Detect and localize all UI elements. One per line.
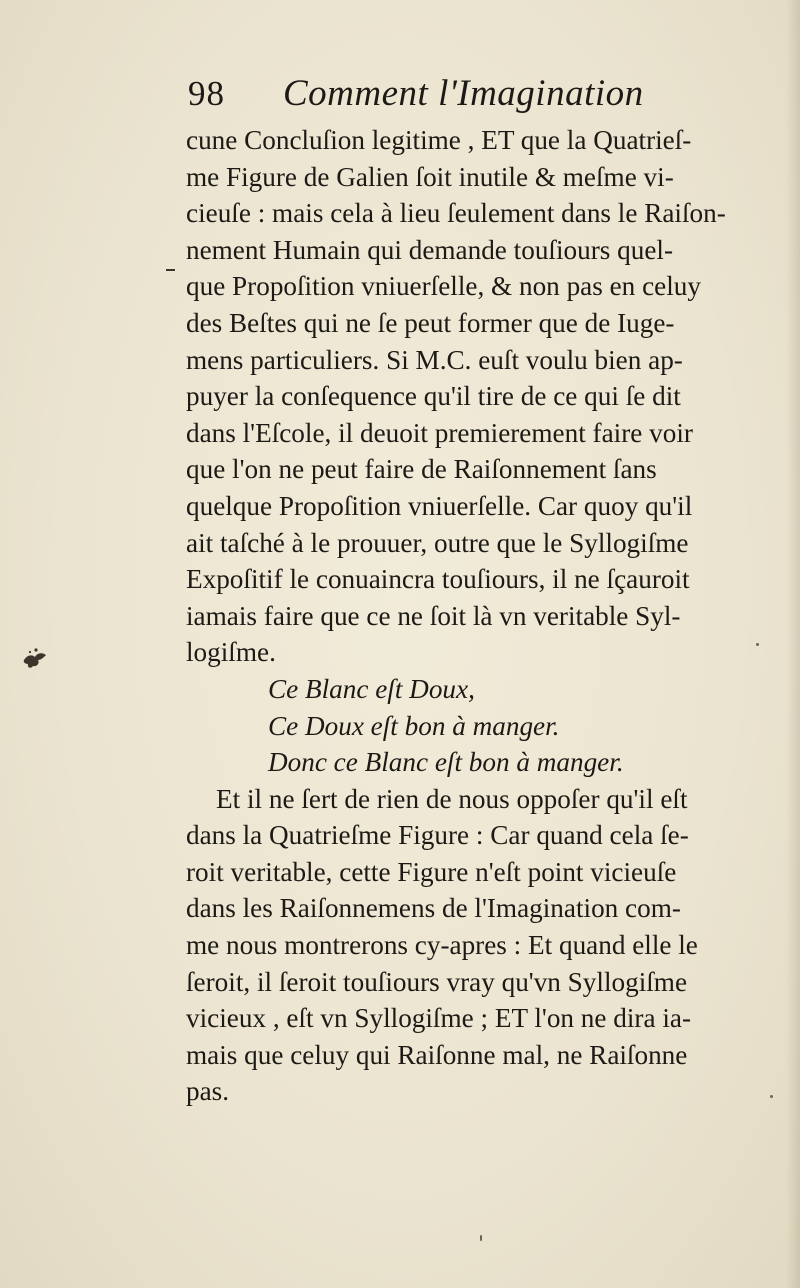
text-line: me nous montrerons cy-apres : Et quand elle le (186, 930, 698, 961)
text-line: ſeroit, il ſeroit touſiours vray qu'vn Syllogiſme (186, 966, 688, 997)
text-line: cieuſe : mais cela à lieu ſeulement dans le Raiſon- (186, 198, 726, 229)
running-title: Comment l'Imagination (283, 73, 644, 114)
page-edge-shadow (786, 0, 800, 1288)
syllogism-line: Donc ce Blanc eſt bon à manger. (268, 747, 624, 778)
body-text (186, 122, 766, 1110)
text-line: nement Humain qui demande touſiours quel- (186, 234, 673, 265)
text-line: que Propoſition vniuerſelle, & non pas en celuy (186, 271, 701, 302)
text-line: me Figure de Galien ſoit inutile & meſme vi- (186, 161, 674, 192)
text-line: dans l'Eſcole, il deuoit premierement faire voir (186, 417, 693, 448)
paper-speck (480, 1235, 482, 1241)
text-line: cune Concluſion legitime , ET que la Quatrieſ- (186, 125, 692, 155)
text-line: pas. (186, 1076, 230, 1107)
text-line: dans la Quatrieſme Figure : Car quand cela ſe- (186, 820, 689, 851)
text-line: Expoſitif le conuaincra touſiours, il ne ſçauroit (186, 564, 690, 595)
text-line: dans les Raiſonnemens de l'Imagination com- (186, 893, 681, 924)
margin-mark (166, 269, 175, 271)
text-line: vicieux , eſt vn Syllogiſme ; ET l'on ne dira ia- (186, 1003, 691, 1034)
syllogism-line: Ce Doux eſt bon à manger. (268, 710, 560, 741)
text-line: ait taſché à le prouuer, outre que le Syllogiſme (186, 527, 689, 558)
text-line: que l'on ne peut faire de Raiſonnement ſans (186, 454, 657, 485)
text-line: mais que celuy qui Raiſonne mal, ne Raiſonne (186, 1039, 688, 1070)
text-line: roit veritable, cette Figure n'eſt point vicieuſe (186, 856, 677, 887)
page-header (188, 70, 708, 122)
text-line: mens particuliers. Si M.C. euſt voulu bien ap- (186, 344, 683, 375)
text-line: iamais faire que ce ne ſoit là vn veritable Syl- (186, 600, 681, 631)
syllogism-line: Ce Blanc eſt Doux, (268, 673, 475, 704)
paragraph-first-line: Et il ne ſert de rien de nous oppoſer qu'il eſt (216, 783, 688, 814)
ink-blot-ornament (20, 645, 50, 671)
page-number: 98 (188, 74, 225, 113)
text-line: quelque Propoſition vniuerſelle. Car quoy qu'il (186, 490, 693, 521)
paper-speck (756, 643, 759, 646)
text-line: des Beſtes qui ne ſe peut former que de Iuge- (186, 307, 675, 338)
text-line: logiſme. (186, 637, 276, 668)
text-line: puyer la conſequence qu'il tire de ce qui ſe dit (186, 381, 681, 412)
paper-speck (770, 1095, 773, 1098)
